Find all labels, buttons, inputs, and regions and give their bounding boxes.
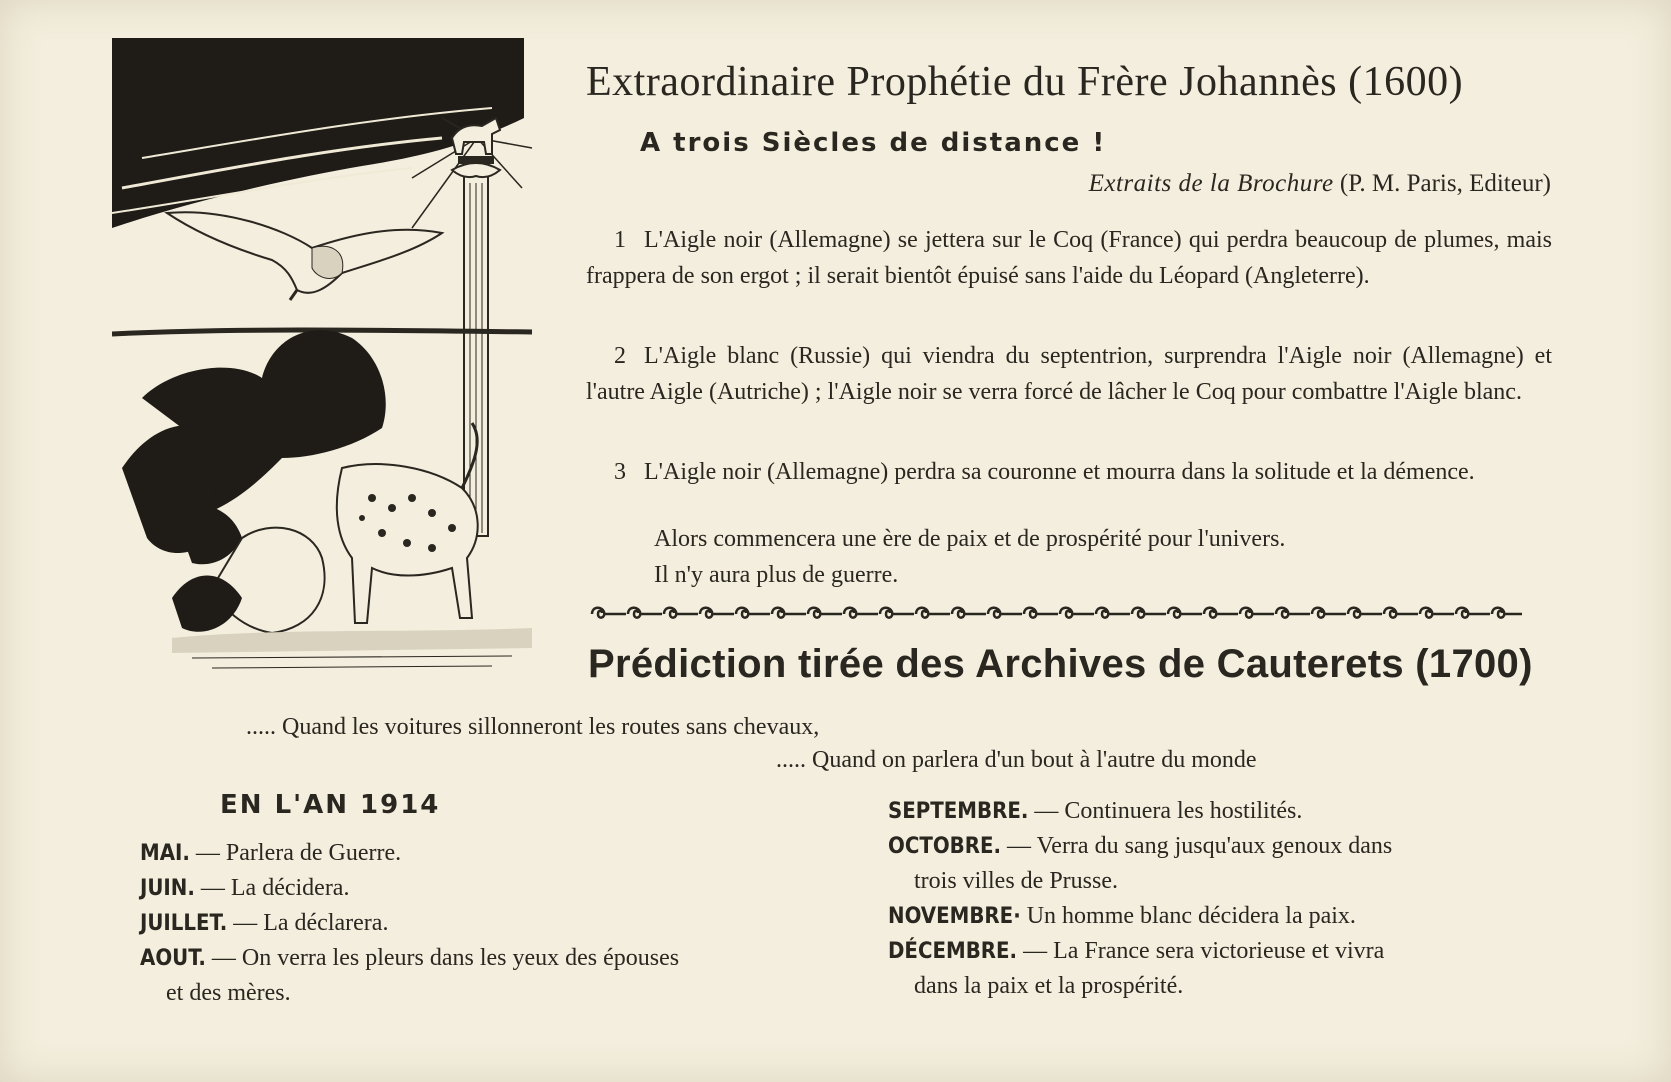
prophecy-number: 3 xyxy=(614,459,626,485)
year-heading: EN L'AN 1914 xyxy=(220,790,441,820)
subtitle: A trois Siècles de distance ! xyxy=(640,128,1107,158)
source-publisher: (P. M. Paris, Editeur) xyxy=(1339,170,1551,197)
ornamental-divider xyxy=(590,600,1522,626)
months-left-column xyxy=(140,836,820,1011)
prophecy-2 xyxy=(586,338,1552,410)
prophecy-1 xyxy=(586,222,1552,294)
month-name: SEPTEMBRE. xyxy=(888,799,1029,824)
coda-line: Alors commencera une ère de paix et de prospérité pour l'univers. xyxy=(654,526,1286,552)
month-name: MAI. xyxy=(140,841,190,866)
month-text: — La déclarera. xyxy=(233,910,389,936)
month-name: DÉCEMBRE. xyxy=(888,939,1018,964)
month-entry-juillet xyxy=(140,906,820,941)
month-name: JUIN. xyxy=(140,876,195,901)
main-title: Extraordinaire Prophétie du Frère Johannès (1600) xyxy=(586,59,1464,105)
months-right-column xyxy=(888,794,1554,1004)
month-entry-octobre xyxy=(888,829,1554,899)
source-credit xyxy=(1089,170,1551,198)
month-text: — La France sera victorieuse et vivra xyxy=(1023,938,1385,964)
month-entry-mai xyxy=(140,836,820,871)
month-continuation: trois villes de Prusse. xyxy=(914,868,1118,894)
month-name: AOUT. xyxy=(140,946,206,971)
prophecy-number: 2 xyxy=(614,343,626,369)
month-text: — La décidera. xyxy=(200,875,350,901)
prophecy-text: L'Aigle noir (Allemagne) se jettera sur le Coq (France) qui perdra beaucoup de plumes, mais frappera de son ergot ; il serait bientôt épuisé sans l'aide du Léopard (Angleterre). xyxy=(586,227,1552,289)
prophecy-text: L'Aigle blanc (Russie) qui viendra du septentrion, surprendra l'Aigle noir (Allemagne) et l'autre Aigle (Autriche) ; l'Aigle noir se verra forcé de lâcher le Coq pour combattre l'Aigle blanc. xyxy=(586,343,1552,405)
prediction-title: Prédiction tirée des Archives de Cauterets (1700) xyxy=(588,642,1533,686)
allegorical-illustration xyxy=(112,38,556,700)
month-text: — Verra du sang jusqu'aux genoux dans xyxy=(1007,833,1393,859)
month-text: Un homme blanc décidera la paix. xyxy=(1026,903,1356,929)
prophecy-text: L'Aigle noir (Allemagne) perdra sa couronne et mourra dans la solitude et la démence. xyxy=(644,459,1475,485)
prophecy-3 xyxy=(586,454,1552,490)
month-continuation: dans la paix et la prospérité. xyxy=(914,973,1184,999)
month-name: JUILLET. xyxy=(140,911,228,936)
month-text: — Continuera les hostilités. xyxy=(1034,798,1303,824)
month-text: — Parlera de Guerre. xyxy=(195,840,402,866)
source-italic: Extraits de la Brochure xyxy=(1088,170,1334,197)
month-entry-juin xyxy=(140,871,820,906)
month-name: OCTOBRE. xyxy=(888,834,1002,859)
month-entry-aout xyxy=(140,941,820,1011)
coda-line: Il n'y aura plus de guerre. xyxy=(654,562,899,588)
prophecy-number: 1 xyxy=(614,227,626,253)
month-name: NOVEMBRE· xyxy=(888,904,1021,929)
month-entry-novembre xyxy=(888,899,1554,934)
month-entry-decembre xyxy=(888,934,1554,1004)
month-text: — On verra les pleurs dans les yeux des épouses xyxy=(211,945,680,971)
prediction-line: ..... Quand les voitures sillonneront les routes sans chevaux, xyxy=(246,714,820,740)
prediction-line: ..... Quand on parlera d'un bout à l'autre du monde xyxy=(776,747,1257,773)
month-continuation: et des mères. xyxy=(166,980,291,1006)
month-entry-septembre xyxy=(888,794,1554,829)
